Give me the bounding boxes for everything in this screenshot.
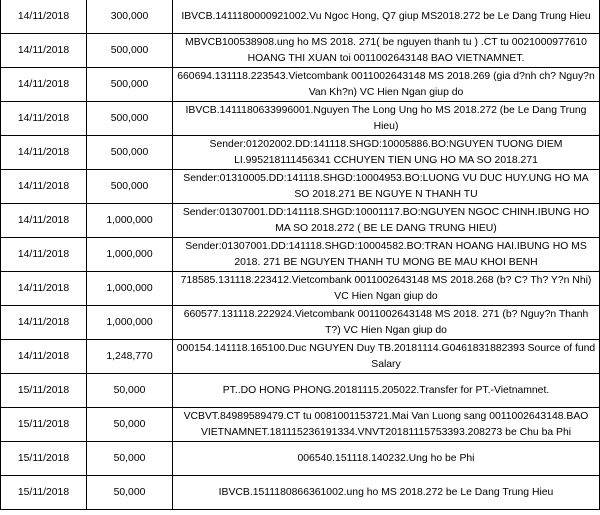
date-cell: 14/11/2018	[1, 204, 87, 238]
description-cell: 006540.151118.140232.Ung ho be Phi	[173, 442, 600, 476]
description-cell: IBVCB.1411180633996001.Nguyen The Long Ung ho MS 2018.272 (be Le Dang Trung Hieu)	[173, 102, 600, 136]
table-row	[1, 340, 600, 374]
description-cell: PT..DO HONG PHONG.20181115.205022.Transfer for PT.-Vietnamnet.	[173, 374, 600, 408]
amount-cell: 1,000,000	[87, 306, 173, 340]
date-cell: 14/11/2018	[1, 272, 87, 306]
table-row	[1, 0, 600, 34]
date-cell: 14/11/2018	[1, 170, 87, 204]
amount-cell: 500,000	[87, 34, 173, 68]
table-row	[1, 442, 600, 476]
date-cell: 14/11/2018	[1, 306, 87, 340]
date-cell: 14/11/2018	[1, 68, 87, 102]
date-cell: 15/11/2018	[1, 476, 87, 510]
amount-cell: 500,000	[87, 170, 173, 204]
date-cell: 15/11/2018	[1, 442, 87, 476]
description-cell: 718585.131118.223412.Vietcombank 0011002643148 MS 2018.268 (b? C? Th? Y?n Nhi) VC Hien Ngan giup do	[173, 272, 600, 306]
table-row	[1, 238, 600, 272]
table-row	[1, 170, 600, 204]
table-row	[1, 306, 600, 340]
description-cell: IBVCB.1511180866361002.ung ho MS 2018.272 be Le Dang Trung Hieu	[173, 476, 600, 510]
description-cell: 660694.131118.223543.Vietcombank 0011002643148 MS 2018.269 (gia d?nh ch? Nguy?n Van Kh?n) VC Hien Ngan giup do	[173, 68, 600, 102]
table-row	[1, 68, 600, 102]
amount-cell: 500,000	[87, 68, 173, 102]
table-row	[1, 102, 600, 136]
amount-cell: 1,000,000	[87, 204, 173, 238]
description-cell: IBVCB.1411180000921002.Vu Ngoc Hong, Q7 giup MS2018.272 be Le Dang Trung Hieu	[173, 0, 600, 34]
date-cell: 14/11/2018	[1, 238, 87, 272]
table-row	[1, 374, 600, 408]
description-cell: Sender:01310005.DD:141118.SHGD:10004953.BO:LUONG VU DUC HUY.UNG HO MA SO 2018.271 BE NGUYE N THANH TU	[173, 170, 600, 204]
amount-cell: 50,000	[87, 408, 173, 442]
description-cell: MBVCB100538908.ung ho MS 2018. 271( be nguyen thanh tu ) .CT tu 0021000977610 HOANG THI XUAN toi 0011002643148 BAO VIETNAMNET.	[173, 34, 600, 68]
amount-cell: 500,000	[87, 102, 173, 136]
amount-cell: 500,000	[87, 136, 173, 170]
description-cell: 000154.141118.165100.Duc NGUYEN Duy TB.20181114.G0461831882393 Source of fund Salary	[173, 340, 600, 374]
date-cell: 14/11/2018	[1, 102, 87, 136]
description-cell: 660577.131118.222924.Vietcombank 0011002643148 MS 2018. 271 (b? Nguy?n Thanh T?) VC Hien Ngan giup do	[173, 306, 600, 340]
date-cell: 15/11/2018	[1, 408, 87, 442]
description-cell: Sender:01307001.DD:141118.SHGD:10004582.BO:TRAN HOANG HAI.IBUNG HO MS 2018. 271 BE NGUYEN THANH TU MONG BE MAU KHOI BENH	[173, 238, 600, 272]
description-cell: Sender:01202002.DD:141118.SHGD:10005886.BO:NGUYEN TUONG DIEM LI.995218111456341 CCHUYEN TIEN UNG HO MA SO 2018.271	[173, 136, 600, 170]
amount-cell: 50,000	[87, 442, 173, 476]
donation-table-body	[1, 0, 600, 510]
amount-cell: 1,000,000	[87, 238, 173, 272]
amount-cell: 50,000	[87, 374, 173, 408]
date-cell: 14/11/2018	[1, 340, 87, 374]
date-cell: 15/11/2018	[1, 374, 87, 408]
date-cell: 14/11/2018	[1, 136, 87, 170]
date-cell: 14/11/2018	[1, 34, 87, 68]
description-cell: VCBVT.84989589479.CT tu 0081001153721.Mai Van Luong sang 0011002643148.BAO VIETNAMNET.181115236191334.VNVT20181115753393.208273 be Chu ba Phi	[173, 408, 600, 442]
amount-cell: 1,248,770	[87, 340, 173, 374]
table-row	[1, 272, 600, 306]
table-row	[1, 476, 600, 510]
amount-cell: 50,000	[87, 476, 173, 510]
date-cell: 14/11/2018	[1, 0, 87, 34]
table-row	[1, 136, 600, 170]
table-row	[1, 408, 600, 442]
description-cell: Sender:01307001.DD:141118.SHGD:10001117.BO:NGUYEN NGOC CHINH.IBUNG HO MA SO 2018.272 ( BE LE DANG TRUNG HIEU)	[173, 204, 600, 238]
table-row	[1, 34, 600, 68]
amount-cell: 1,000,000	[87, 272, 173, 306]
amount-cell: 300,000	[87, 0, 173, 34]
table-row	[1, 204, 600, 238]
